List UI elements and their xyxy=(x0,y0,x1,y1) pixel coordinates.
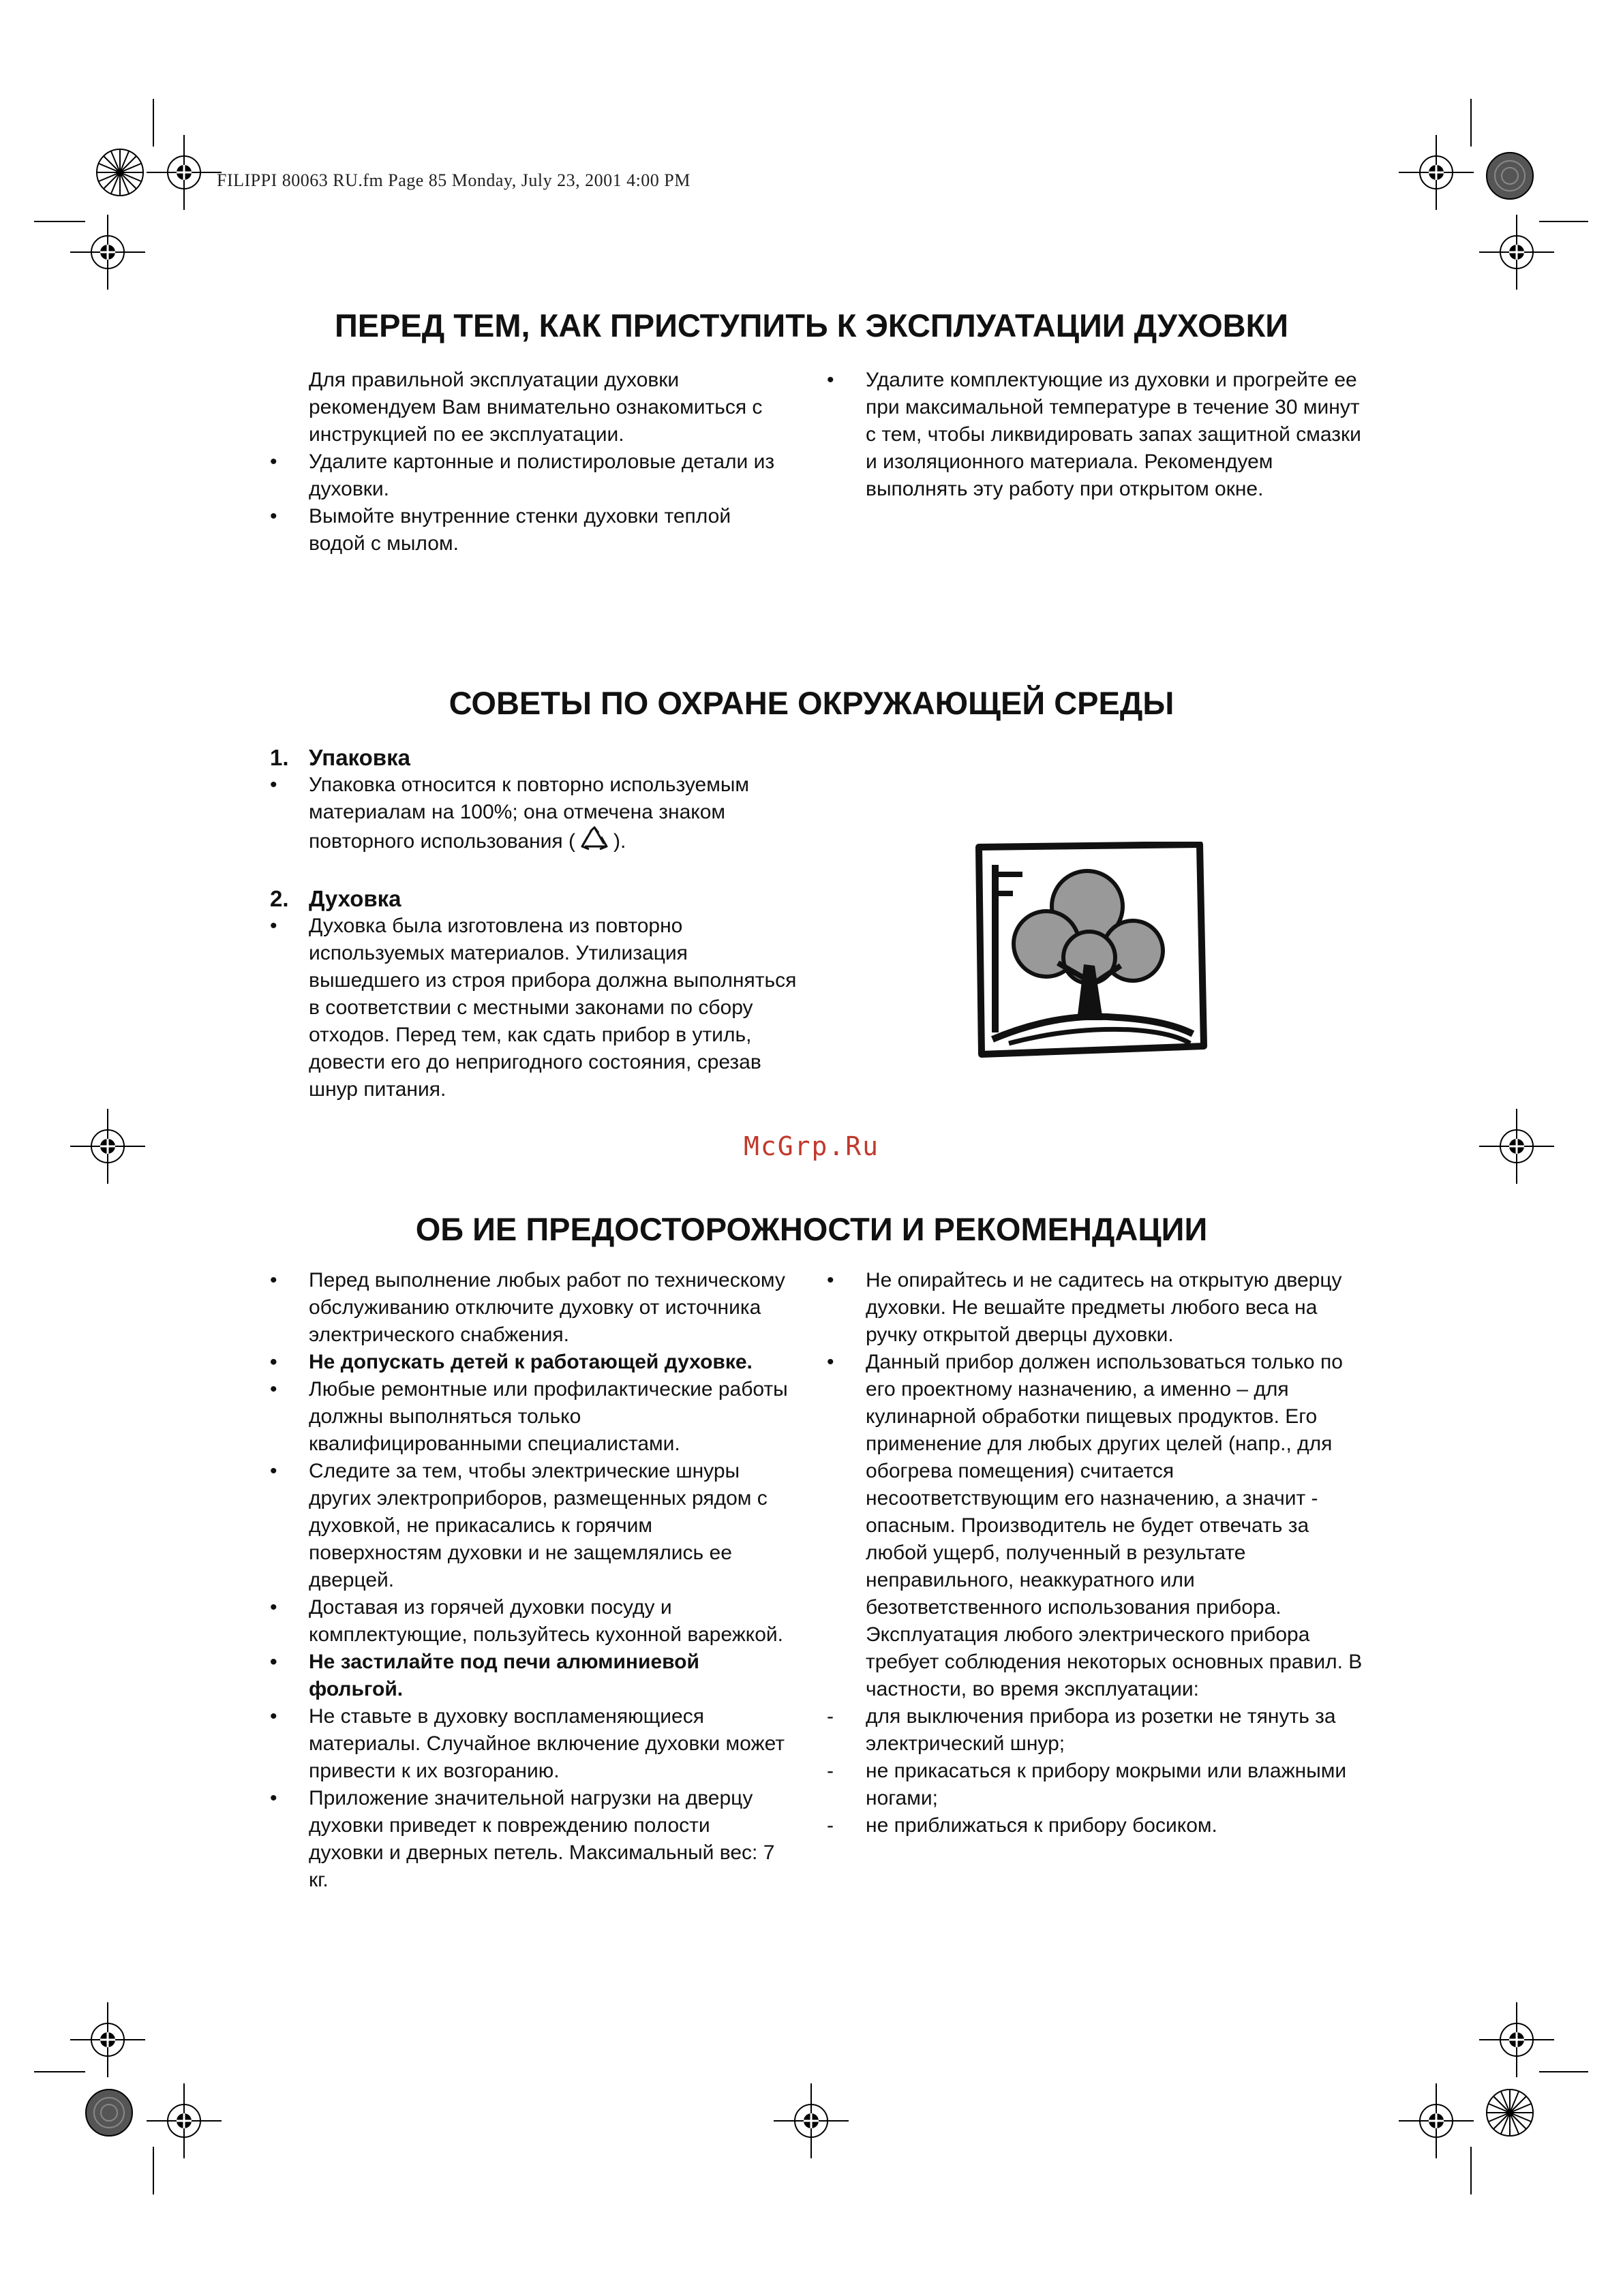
section-title-environment: СОВЕТЫ ПО ОХРАНЕ ОКРУЖАЮЩЕЙ СРЕДЫ xyxy=(449,685,1174,721)
section1-right-bullet: • Удалите комплектующие из духовки и прогрейте ее при максимальной температуре в течение 30 минут с тем, чтобы ликвидировать запах защитной смазки и изоляционного материала. Рекомендуем выполнять эту работу при открытом окне. xyxy=(827,367,1365,503)
environment-tree-icon xyxy=(975,842,1210,1060)
section1-left-bullet: • Вымойте внутренние стенки духовки теплой водой с мылом. xyxy=(270,503,788,557)
section1-left-bullet: • Удалите картонные и полистироловые детали из духовки. xyxy=(270,448,788,503)
section1-left-column xyxy=(270,367,788,557)
recycle-icon xyxy=(579,826,609,853)
subheading-text: Упаковка xyxy=(309,745,410,770)
precaution-bullet: • Приложение значительной нагрузки на дверцу духовки приведет к повреждению полости духовки и дверных петель. Максимальный вес: 7 кг. xyxy=(270,1785,788,1894)
precaution-dash-item: - не приближаться к прибору босиком. xyxy=(827,1812,1365,1839)
precaution-bullet: • Не ставьте в духовку воспламеняющиеся материалы. Случайное включение духовки может привести к их возгоранию. xyxy=(270,1703,788,1785)
precaution-bullet: • Данный прибор должен использоваться только по его проектному назначению, а именно – для кулинарной обработки пищевых продуктов. Его применение для любых других целей (напр., для обогрева помещения) считается несоответствующим его назначению, а значит - опасным. Производитель не будет отвечать за любой ущерб, полученный в результате неправильного, неаккуратного или безответственного использования прибора. Эксплуатация любого электрического прибора требует соблюдения некоторых основных правил. В частности, во время эксплуатации: xyxy=(827,1349,1365,1703)
section-title-precautions: ОБ ИЕ ПРЕДОСТОРОЖНОСТИ И РЕКОМЕНДАЦИИ xyxy=(415,1211,1208,1247)
section-title-before-use: ПЕРЕД ТЕМ, КАК ПРИСТУПИТЬ К ЭКСПЛУАТАЦИИ ДУХОВКИ xyxy=(334,307,1289,343)
precaution-bullet: • Любые ремонтные или профилактические работы должны выполняться только квалифицированными специалистами. xyxy=(270,1376,788,1458)
packaging-text: Упаковка относится к повторно используемым материалам на 100%; она отмечена знаком повторного использования ( xyxy=(309,774,750,853)
subheading-number: 1. xyxy=(270,745,289,770)
subheading-packaging xyxy=(270,744,802,771)
oven-bullet: • Духовка была изготовлена из повторно используемых материалов. Утилизация вышедшего из строя прибора должна выполняться в соответствии с местными законами по сбору отходов. Перед тем, как сдать прибор в утиль, довести его до непригодного состояния, срезав шнур питания. xyxy=(270,913,802,1103)
section1-intro: Для правильной эксплуатации духовки рекомендуем Вам внимательно ознакомиться с инструкцией по ее эксплуатации. xyxy=(309,369,763,446)
subheading-text: Духовка xyxy=(309,886,401,911)
packaging-bullet xyxy=(270,771,802,855)
precaution-dash-item: - не прикасаться к прибору мокрыми или влажными ногами; xyxy=(827,1758,1365,1812)
precaution-bullet: • Следите за тем, чтобы электрические шнуры других электроприборов, размещенных рядом с духовкой, не прикасались к горячим поверхностям духовки и не защемлялись ее дверцей. xyxy=(270,1458,788,1594)
precaution-bullet: • Перед выполнение любых работ по техническому обслуживанию отключите духовку от источника электрического снабжения. xyxy=(270,1267,788,1349)
precaution-bullet: • Доставая из горячей духовки посуду и комплектующие, пользуйтесь кухонной варежкой. xyxy=(270,1594,788,1649)
running-head: FILIPPI 80063 RU.fm Page 85 Monday, July 23, 2001 4:00 PM xyxy=(217,170,691,190)
section1-right-column xyxy=(827,367,1365,503)
packaging-text-end: ). xyxy=(613,830,626,853)
subheading-number: 2. xyxy=(270,886,289,911)
watermark: McGrp.Ru xyxy=(743,1131,880,1161)
section3-right-column xyxy=(827,1267,1365,1839)
precaution-bullet-bold: • Не застилайте под печи алюминиевой фольгой. xyxy=(270,1649,788,1703)
subheading-oven xyxy=(270,885,802,913)
precaution-dash-item: - для выключения прибора из розетки не тянуть за электрический шнур; xyxy=(827,1703,1365,1758)
precaution-bullet: • Не опирайтесь и не садитесь на открытую дверцу духовки. Не вешайте предметы любого веса на ручку открытой дверцы духовки. xyxy=(827,1267,1365,1349)
section3-left-column xyxy=(270,1267,788,1894)
section2-column xyxy=(270,744,802,1103)
precaution-bullet-bold: • Не допускать детей к работающей духовке. xyxy=(270,1349,788,1376)
